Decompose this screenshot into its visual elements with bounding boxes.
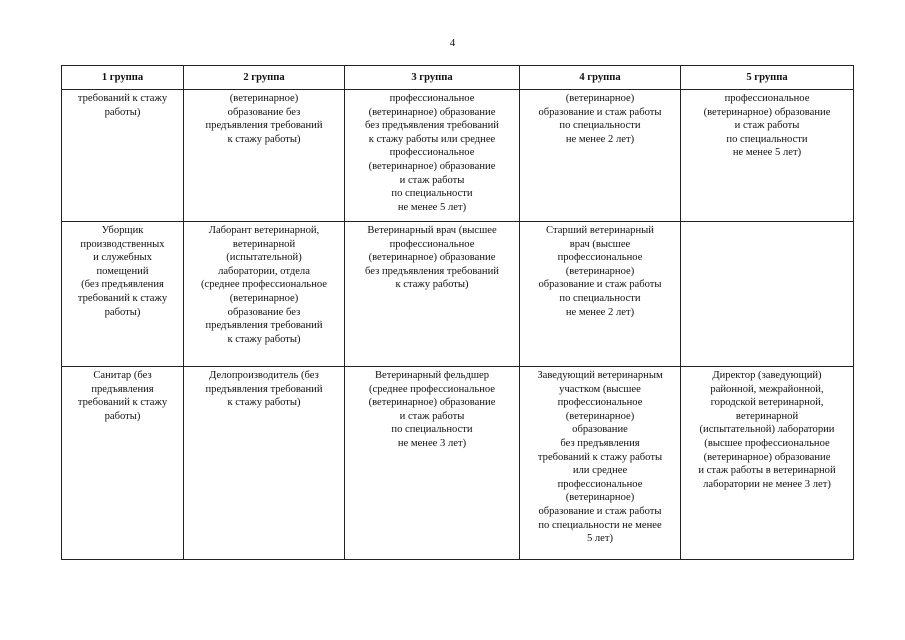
table-cell: Заведующий ветеринарным участком (высшее профессиональное (ветеринарное) образование без предъявления требований к стажу работы или среднее профессиональное (ветеринарное) образование и стаж работы по специальности не менее 5 лет) [520, 367, 681, 560]
header-group-2: 2 группа [184, 66, 345, 90]
table-cell: (ветеринарное) образование и стаж работы по специальности не менее 2 лет) [520, 90, 681, 222]
header-group-3: 3 группа [345, 66, 520, 90]
table-row [62, 367, 854, 560]
header-group-1: 1 группа [62, 66, 184, 90]
table-cell: профессиональное (ветеринарное) образование без предъявления требований к стажу работы или среднее профессиональное (ветеринарное) образование и стаж работы по специальности не менее 5 лет) [345, 90, 520, 222]
table-cell: требований к стажу работы) [62, 90, 184, 222]
table-cell: Ветеринарный фельдшер (среднее профессиональное (ветеринарное) образование и стаж работы по специальности не менее 3 лет) [345, 367, 520, 560]
table-cell: (ветеринарное) образование без предъявления требований к стажу работы) [184, 90, 345, 222]
header-row [62, 66, 854, 90]
table-cell: Директор (заведующий) районной, межрайонной, городской ветеринарной, ветеринарной (испытательной) лаборатории (высшее профессиональное (ветеринарное) образование и стаж работы в ветеринарной лаборатории не менее 3 лет) [681, 367, 854, 560]
table-row [62, 222, 854, 367]
header-group-4: 4 группа [520, 66, 681, 90]
table-cell: Лаборант ветеринарной, ветеринарной (испытательной) лаборатории, отдела (среднее профессиональное (ветеринарное) образование без предъявления требований к стажу работы) [184, 222, 345, 367]
table-cell: Делопроизводитель (без предъявления требований к стажу работы) [184, 367, 345, 560]
table-cell: Уборщик производственных и служебных помещений (без предъявления требований к стажу работы) [62, 222, 184, 367]
table-cell: Старший ветеринарный врач (высшее профессиональное (ветеринарное) образование и стаж работы по специальности не менее 2 лет) [520, 222, 681, 367]
table-cell-empty [681, 222, 854, 367]
staff-groups-table [61, 65, 854, 560]
page-number: 4 [449, 37, 456, 49]
table-row [62, 90, 854, 222]
header-group-5: 5 группа [681, 66, 854, 90]
table-cell: профессиональное (ветеринарное) образование и стаж работы по специальности не менее 5 лет) [681, 90, 854, 222]
table-cell: Ветеринарный врач (высшее профессиональное (ветеринарное) образование без предъявления требований к стажу работы) [345, 222, 520, 367]
table-cell: Санитар (без предъявления требований к стажу работы) [62, 367, 184, 560]
